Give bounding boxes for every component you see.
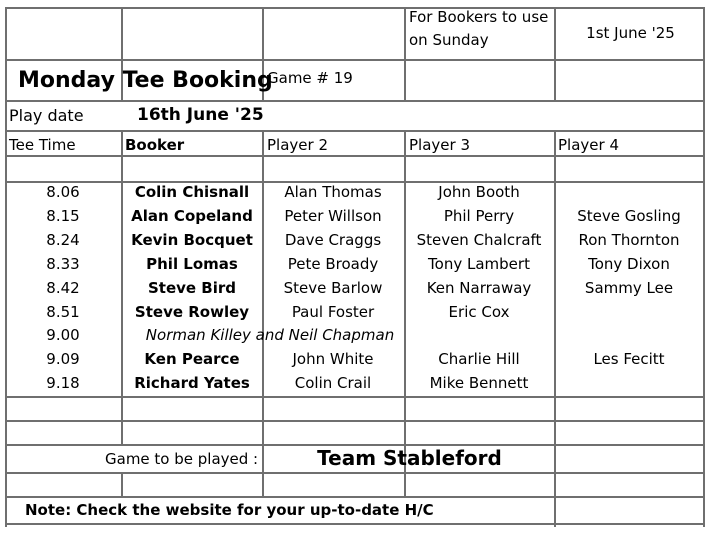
- grid-line-horizontal: [5, 100, 705, 102]
- tee-time: 9.18: [46, 374, 80, 393]
- grid-line-vertical: [121, 472, 123, 498]
- issue-date: 1st June '25: [586, 24, 675, 42]
- play-date-label: Play date: [9, 106, 84, 125]
- tee-time: 8.51: [46, 302, 80, 321]
- tee-time: 8.42: [46, 278, 80, 297]
- tee-time: 8.15: [46, 206, 80, 225]
- player-3-name: Steven Chalcraft: [416, 230, 542, 249]
- column-header-booker: Booker: [125, 136, 185, 154]
- grid-line-horizontal: [5, 155, 705, 157]
- grid-line-horizontal: [5, 523, 705, 525]
- column-header-player-3: Player 3: [409, 136, 470, 154]
- grid-line-vertical: [121, 396, 123, 446]
- player-4-name: Les Fecitt: [593, 350, 665, 369]
- play-date: 16th June '25: [137, 105, 264, 125]
- column-header-player-2: Player 2: [267, 136, 328, 154]
- column-header-player-4: Player 4: [558, 136, 619, 154]
- player-2-name: Steve Barlow: [283, 278, 383, 297]
- tee-time: 9.00: [46, 326, 80, 345]
- player-3-name: Charlie Hill: [438, 350, 520, 369]
- booker-name: Phil Lomas: [146, 254, 238, 273]
- grid-line-vertical: [404, 7, 406, 102]
- booker-name: Ken Pearce: [144, 350, 240, 369]
- player-2-name: Dave Craggs: [284, 230, 382, 249]
- booker-name: Richard Yates: [134, 374, 250, 393]
- tee-time: 8.06: [46, 183, 80, 201]
- player-3-name: John Booth: [438, 183, 520, 201]
- handicap-note: Note: Check the website for your up-to-date H/C: [25, 501, 434, 519]
- grid-line-horizontal: [5, 59, 705, 61]
- game-to-be-played-label: Game to be played :: [105, 450, 259, 468]
- booker-name: Steve Bird: [147, 278, 237, 297]
- grid-line-vertical: [404, 130, 406, 183]
- player-3-name: Eric Cox: [448, 302, 510, 321]
- grid-line-vertical: [554, 7, 556, 102]
- player-4-name: Tony Dixon: [588, 254, 670, 273]
- grid-line-horizontal: [5, 472, 705, 474]
- page-title: Monday Tee Booking: [18, 68, 273, 93]
- player-2-name: Peter Willson: [284, 206, 382, 225]
- player-2-name: Pete Broady: [287, 254, 379, 273]
- player-4-name: Ron Thornton: [578, 230, 680, 249]
- booker-name: Colin Chisnall: [134, 183, 250, 201]
- bookers-note-line-1: For Bookers to use: [409, 8, 549, 26]
- grid-line-horizontal: [5, 496, 705, 498]
- player-2-name: Alan Thomas: [284, 183, 382, 201]
- game-number: Game # 19: [267, 69, 353, 87]
- player-2-name: Paul Foster: [291, 302, 375, 321]
- booker-name: Kevin Bocquet: [131, 230, 253, 249]
- tee-time: 9.09: [46, 350, 80, 369]
- grid-line-horizontal: [5, 130, 705, 132]
- grid-line-horizontal: [5, 7, 705, 9]
- group-note: Norman Killey and Neil Chapman: [145, 326, 395, 345]
- player-2-name: Colin Crail: [294, 374, 372, 393]
- player-4-name: Steve Gosling: [577, 206, 681, 225]
- player-3-name: Tony Lambert: [428, 254, 530, 273]
- player-4-name: Sammy Lee: [584, 278, 674, 297]
- tee-time: 8.33: [46, 254, 80, 273]
- booker-name: Alan Copeland: [131, 206, 253, 225]
- player-2-name: John White: [292, 350, 374, 369]
- grid-line-horizontal: [5, 420, 705, 422]
- grid-line-vertical: [262, 130, 264, 183]
- player-3-name: Ken Narraway: [426, 278, 532, 297]
- tee-time: 8.24: [46, 230, 80, 249]
- player-3-name: Mike Bennett: [429, 374, 529, 393]
- grid-line-horizontal: [5, 396, 705, 398]
- player-3-name: Phil Perry: [443, 206, 515, 225]
- tee-booking-sheet: [5, 7, 705, 525]
- grid-line-vertical: [121, 130, 123, 183]
- grid-line-vertical: [554, 130, 556, 183]
- game-type: Team Stableford: [317, 446, 502, 470]
- column-header-tee-time: Tee Time: [9, 136, 76, 154]
- booker-name: Steve Rowley: [134, 302, 250, 321]
- bookers-note-line-2: on Sunday: [409, 31, 489, 49]
